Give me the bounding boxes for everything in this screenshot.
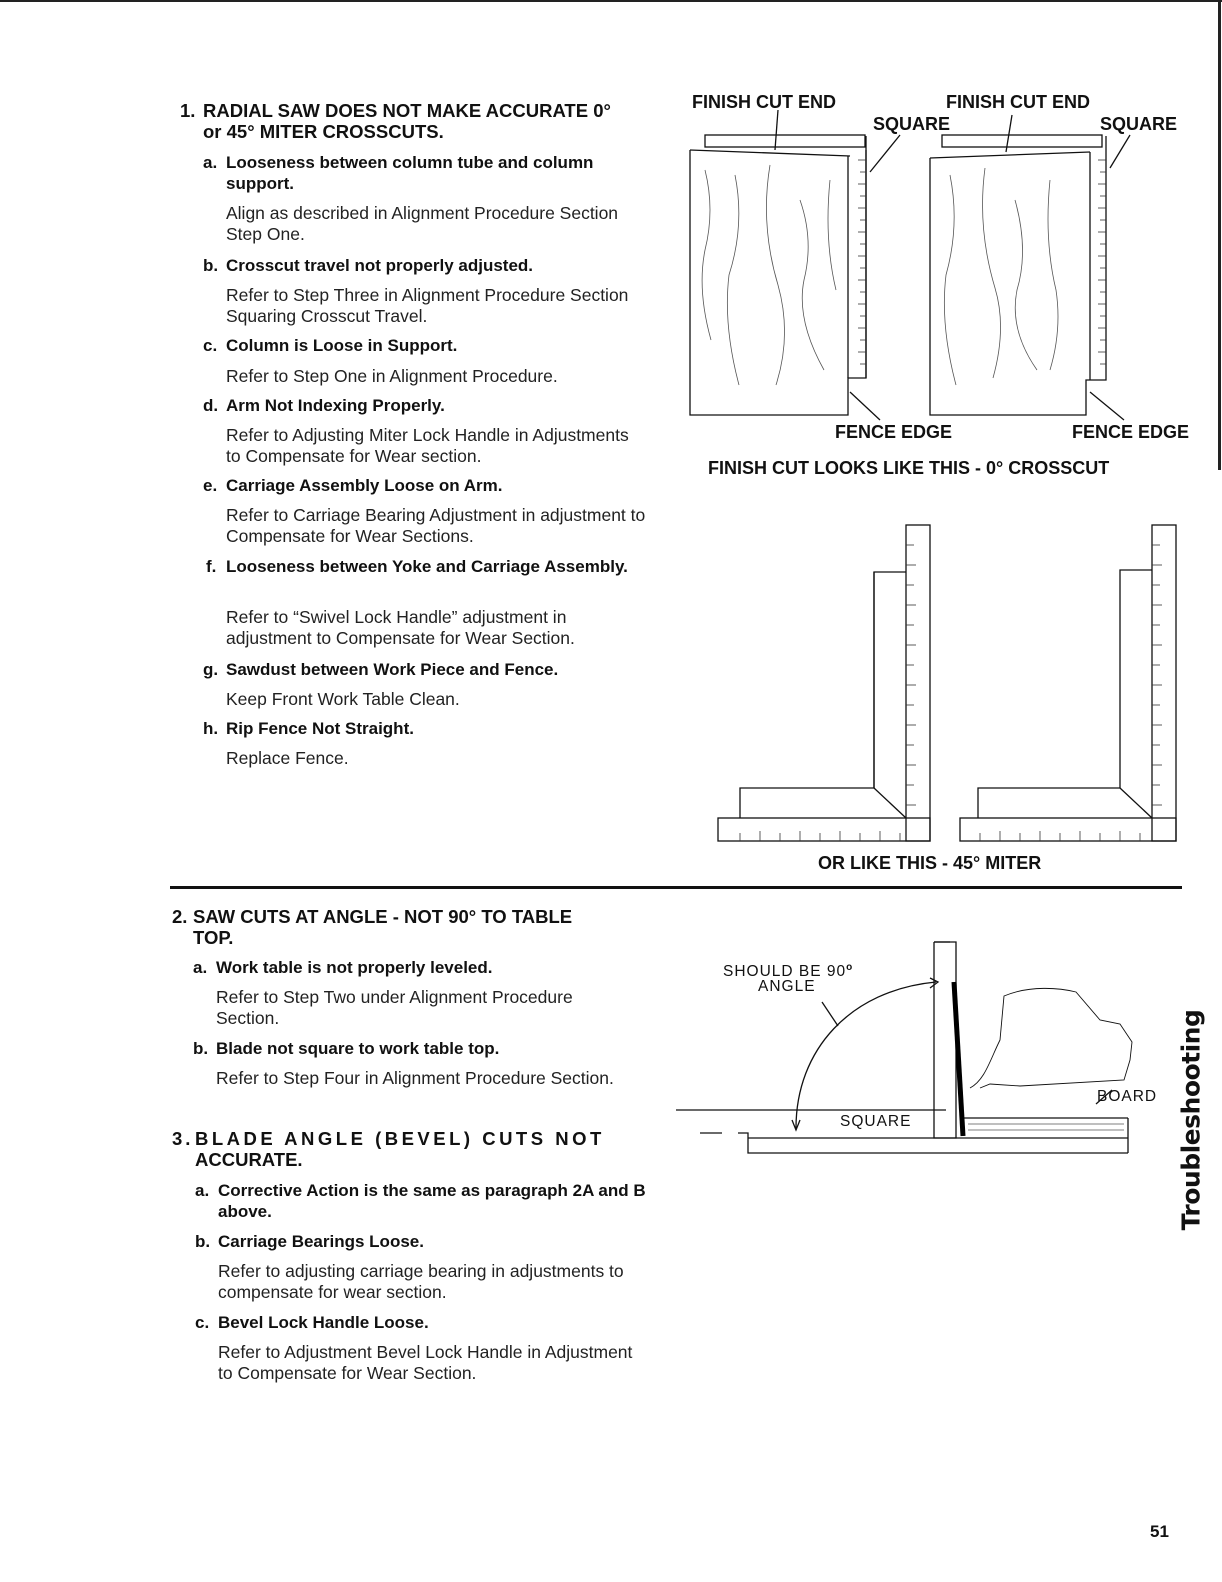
- page-number: 51: [1150, 1522, 1169, 1541]
- fig1-label-fence-edge-right: FENCE EDGE: [1072, 422, 1190, 442]
- side-tab: [1166, 1009, 1216, 1231]
- section1-item-g-heading: Sawdust between Work Piece and Fence.: [226, 660, 559, 679]
- fig3-square: [934, 942, 956, 1138]
- section1-item-d-text: Refer to Adjusting Miter Lock Handle in Adjustments to Compensate for Wear section.: [226, 425, 629, 466]
- section1-item-f-text: Refer to “Swivel Lock Handle” adjustment in adjustment to Compensate for Wear Section.: [226, 607, 575, 648]
- section1-item-b-heading: Crosscut travel not properly adjusted.: [226, 256, 534, 275]
- section2-title-line2: TOP.: [193, 927, 234, 948]
- section1-item-f-heading: Looseness between Yoke and Carriage Assembly.: [226, 557, 628, 576]
- fig3-saw-motor: [970, 988, 1132, 1088]
- section3-item-b-heading: Carriage Bearings Loose.: [218, 1232, 424, 1251]
- section1-item-c-text: Refer to Step One in Alignment Procedure.: [226, 366, 558, 386]
- section2-item-a-heading: Work table is not properly leveled.: [216, 958, 493, 977]
- section3-number: 3.: [172, 1128, 194, 1149]
- fig1-label-square-left: SQUARE: [873, 114, 951, 134]
- section2-item-b-letter: b.: [193, 1039, 209, 1058]
- section2-item-a-text: Refer to Step Two under Alignment Procedure Section.: [216, 987, 573, 1028]
- section2-item-a-letter: a.: [193, 958, 208, 977]
- fig3-label-should-be: SHOULD BE 90$^o$: [723, 962, 854, 981]
- fig1-label-finish-cut-end-right: FINISH CUT END: [946, 92, 1090, 112]
- fig3-angle-arc: [796, 982, 936, 1128]
- section1-item-e-text: Refer to Carriage Bearing Adjustment in adjustment to Compensate for Wear Sections.: [226, 505, 646, 546]
- section3-item-c-text: Refer to Adjustment Bevel Lock Handle in Adjustment to Compensate for Wear Section.: [218, 1342, 633, 1383]
- fig1-label-square-right: SQUARE: [1100, 114, 1178, 134]
- fig1-label-fence-edge-left: FENCE EDGE: [835, 422, 953, 442]
- section3-item-c-heading: Bevel Lock Handle Loose.: [218, 1313, 429, 1332]
- section3-item-a-letter: a.: [195, 1181, 210, 1200]
- section1-item-a-heading: Looseness between column tube and column support.: [226, 153, 594, 193]
- section3-title-line1: BLADE ANGLE (BEVEL) CUTS NOT: [195, 1128, 605, 1149]
- section1-item-a-text: Align as described in Alignment Procedure Section Step One.: [226, 203, 619, 244]
- section1-item-b-letter: b.: [203, 256, 219, 275]
- section1-item-c-heading: Column is Loose in Support.: [226, 336, 458, 355]
- fig3-table: [738, 1133, 1128, 1153]
- section1-item-a-letter: a.: [203, 153, 218, 172]
- section1-number: 1.: [180, 100, 196, 121]
- section3-item-a-heading: Corrective Action is the same as paragraph 2A and B above.: [218, 1181, 646, 1221]
- section1-item-c-letter: c.: [203, 336, 218, 355]
- fig3-label-angle: ANGLE: [758, 978, 816, 995]
- section1-item-g-text: Keep Front Work Table Clean.: [226, 689, 460, 709]
- section2-item-b-text: Refer to Step Four in Alignment Procedure Section.: [216, 1068, 614, 1088]
- section1-title-line2: or 45° MITER CROSSCUTS.: [203, 121, 444, 142]
- section1-item-h-heading: Rip Fence Not Straight.: [226, 719, 414, 738]
- section2-title-line1: SAW CUTS AT ANGLE - NOT 90° TO TABLE: [193, 906, 573, 927]
- section3-item-b-letter: b.: [195, 1232, 211, 1251]
- section1-item-h-letter: h.: [203, 719, 219, 738]
- section1-item-e-heading: Carriage Assembly Loose on Arm.: [226, 476, 503, 495]
- section1-item-b-text: Refer to Step Three in Alignment Procedure Section Squaring Crosscut Travel.: [226, 285, 629, 326]
- section3-title-line2: ACCURATE.: [195, 1149, 303, 1170]
- section1-item-e-letter: e.: [203, 476, 218, 495]
- section3-item-c-letter: c.: [195, 1313, 210, 1332]
- section1-item-d-heading: Arm Not Indexing Properly.: [226, 396, 445, 415]
- fig3-label-square: SQUARE: [840, 1113, 912, 1130]
- fig1-caption: FINISH CUT LOOKS LIKE THIS - 0° CROSSCUT: [708, 458, 1110, 478]
- section1-item-d-letter: d.: [203, 396, 219, 415]
- section3-item-b-text: Refer to adjusting carriage bearing in adjustments to compensate for wear section.: [218, 1261, 624, 1302]
- section1-item-g-letter: g.: [203, 660, 219, 679]
- section1-item-h-text: Replace Fence.: [226, 748, 349, 768]
- side-tab-label: Troubleshooting: [1176, 1009, 1206, 1231]
- fig2-caption: OR LIKE THIS - 45° MITER: [818, 853, 1042, 873]
- fig1-label-finish-cut-end-left: FINISH CUT END: [692, 92, 836, 112]
- section2-number: 2.: [172, 906, 188, 927]
- section1-title-line1: RADIAL SAW DOES NOT MAKE ACCURATE 0°: [203, 100, 611, 121]
- section1-item-f-letter: f.: [206, 557, 217, 576]
- section2-item-b-heading: Blade not square to work table top.: [216, 1039, 500, 1058]
- fig3-label-board: BOARD: [1097, 1088, 1158, 1105]
